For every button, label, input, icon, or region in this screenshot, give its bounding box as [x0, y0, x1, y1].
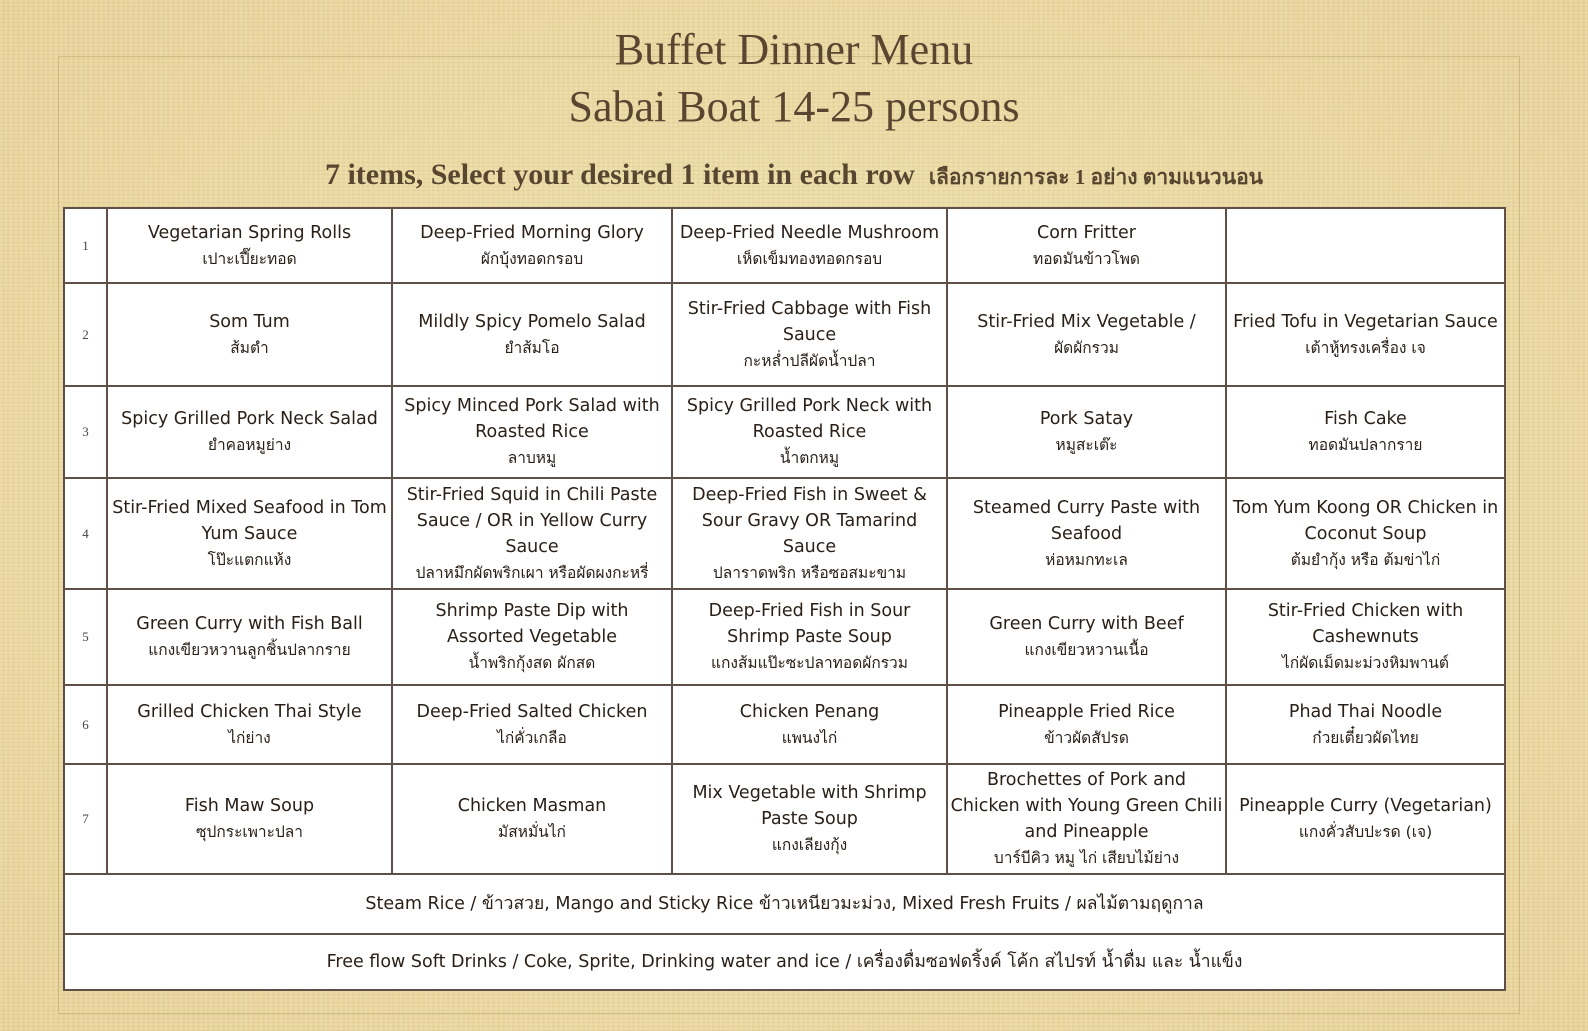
item-name-en: Som Tum [209, 311, 290, 332]
item-name-th: แกงเขียวหวานลูกชิ้นปลากราย [148, 641, 351, 659]
menu-item[interactable] [947, 478, 1226, 589]
item-name-en: Corn Fritter [1036, 222, 1136, 243]
item-name-th: มัสหมั่นไก่ [498, 823, 566, 841]
item-name-en: Steamed Curry Paste with Seafood [972, 497, 1201, 544]
item-name-th: ยำส้มโอ [504, 338, 560, 357]
instruction-line [0, 155, 1588, 197]
menu-table [63, 207, 1506, 991]
menu-row-2 [64, 283, 1505, 386]
menu-item[interactable] [672, 386, 947, 478]
menu-item-empty [1226, 208, 1505, 283]
footer-row-drinks [64, 934, 1505, 990]
row-number: 4 [64, 478, 107, 589]
item-name-en: Deep-Fried Morning Glory [420, 222, 644, 243]
item-name-en: Fish Maw Soup [184, 796, 315, 816]
menu-item[interactable] [107, 685, 392, 764]
menu-title: Buffet Dinner Menu [614, 25, 974, 74]
item-name-en: Deep-Fried Fish in Sour Shrimp Paste Soup [708, 601, 911, 647]
menu-item[interactable] [107, 478, 392, 589]
menu-item[interactable] [947, 386, 1226, 478]
menu-item[interactable] [392, 283, 672, 386]
item-name-th: แกงคั่วสับปะรด (เจ) [1298, 823, 1433, 841]
item-name-en: Green Curry with Beef [989, 614, 1184, 634]
instruction-th: เลือกรายการละ 1 อย่าง ตามแนวนอน [928, 165, 1264, 189]
menu-item[interactable] [392, 478, 672, 589]
item-name-en: Grilled Chicken Thai Style [137, 701, 362, 722]
menu-item[interactable] [107, 208, 392, 283]
menu-item[interactable] [107, 764, 392, 874]
item-name-en: Fish Cake [1324, 409, 1407, 429]
item-name-en: Vegetarian Spring Rolls [147, 222, 352, 243]
item-name-en: Fried Tofu in Vegetarian Sauce [1233, 311, 1498, 332]
menu-row-3 [64, 386, 1505, 478]
menu-item[interactable] [947, 764, 1226, 874]
item-name-en: Pineapple Curry (Vegetarian) [1239, 796, 1492, 816]
item-name-en: Pineapple Fried Rice [998, 701, 1175, 722]
item-name-en: Phad Thai Noodle [1288, 701, 1443, 722]
item-name-th: ก๋วยเตี๋ยวผัดไทย [1312, 728, 1419, 747]
item-name-th: ต้มยำกุ้ง หรือ ต้มข่าไก่ [1290, 550, 1441, 569]
item-name-th: ห่อหมกทะเล [1045, 550, 1128, 569]
item-name-en: Spicy Grilled Pork Neck Salad [121, 409, 378, 429]
item-name-th: ปลาราดพริก หรือซอสมะขาม [712, 563, 907, 582]
menu-item[interactable] [392, 386, 672, 478]
row-number: 7 [64, 764, 107, 874]
menu-item[interactable] [947, 283, 1226, 386]
item-name-en: Green Curry with Fish Ball [136, 614, 363, 634]
item-name-th: ผักบุ้งทอดกรอบ [480, 249, 584, 268]
menu-row-7 [64, 764, 1505, 874]
menu-item[interactable] [392, 589, 672, 685]
item-name-th: ไก่คั่วเกลือ [497, 728, 567, 747]
row-number: 2 [64, 283, 107, 386]
menu-item[interactable] [672, 283, 947, 386]
item-name-th: ไก่ย่าง [228, 728, 271, 747]
menu-item[interactable] [1226, 589, 1505, 685]
item-name-th: แกงส้มแป๊ะซะปลาทอดผักรวม [711, 654, 908, 672]
menu-item[interactable] [392, 764, 672, 874]
item-name-th: ซุปกระเพาะปลา [196, 823, 303, 841]
item-name-th: ทอดมันข้าวโพด [1032, 249, 1141, 268]
menu-item[interactable] [1226, 283, 1505, 386]
item-name-en: Spicy Grilled Pork Neck with Roasted Rice [686, 396, 933, 442]
menu-item[interactable] [107, 386, 392, 478]
item-name-th: เห็ดเข็มทองทอดกรอบ [736, 249, 883, 268]
row-number: 6 [64, 685, 107, 764]
item-name-en: Stir-Fried Cabbage with Fish Sauce [687, 298, 932, 345]
menu-item[interactable] [672, 208, 947, 283]
menu-item[interactable] [672, 478, 947, 589]
menu-item[interactable] [947, 589, 1226, 685]
item-name-th: ส้มตำ [230, 338, 269, 357]
boat-title: Sabai Boat 14-25 persons [568, 82, 1020, 131]
menu-item[interactable] [672, 589, 947, 685]
item-name-th: ทอดมันปลากราย [1308, 436, 1423, 454]
item-name-en: Stir-Fried Mix Vegetable / [977, 311, 1196, 332]
item-name-en: Deep-Fried Needle Mushroom [679, 222, 940, 243]
item-name-th: ไก่ผัดเม็ดมะม่วงหิมพานต์ [1282, 654, 1449, 672]
row-number: 5 [64, 589, 107, 685]
menu-row-1 [64, 208, 1505, 283]
item-name-en: Mildly Spicy Pomelo Salad [418, 311, 646, 332]
item-name-en: Chicken Masman [457, 796, 607, 816]
item-name-en: Mix Vegetable with Shrimp Paste Soup [692, 783, 927, 829]
item-name-th: หมูสะเต๊ะ [1055, 436, 1118, 454]
menu-item[interactable] [672, 764, 947, 874]
item-name-en: Deep-Fried Fish in Sweet & Sour Gravy OR Tamarind Sauce [692, 484, 927, 557]
item-name-en: Deep-Fried Salted Chicken [416, 701, 648, 722]
menu-item[interactable] [1226, 685, 1505, 764]
item-name-th: กะหล่ำปลีผัดน้ำปลา [743, 351, 876, 370]
footer-row-sides [64, 874, 1505, 934]
item-name-en: Spicy Minced Pork Salad with Roasted Rice [404, 396, 660, 442]
menu-item[interactable] [392, 208, 672, 283]
item-name-en: Pork Satay [1039, 409, 1134, 429]
row-number: 1 [64, 208, 107, 283]
item-name-th: น้ำพริกกุ้งสด ผักสด [468, 654, 596, 672]
item-name-th: โป๊ะแตกแห้ง [207, 550, 292, 569]
menu-item[interactable] [107, 589, 392, 685]
item-name-th: บาร์บีคิว หมู ไก่ เสียบไม้ย่าง [993, 849, 1180, 867]
menu-row-5 [64, 589, 1505, 685]
item-name-th: แกงเขียวหวานเนื้อ [1024, 641, 1149, 659]
item-name-en: Stir-Fried Mixed Seafood in Tom Yum Sauce [112, 497, 387, 544]
menu-row-6 [64, 685, 1505, 764]
footer-sides: Steam Rice / ข้าวสวย, Mango and Sticky Rice ข้าวเหนียวมะม่วง, Mixed Fresh Fruits / ผลไม้ตามฤดูกาล [64, 874, 1505, 934]
menu-item[interactable] [947, 208, 1226, 283]
item-name-en: Shrimp Paste Dip with Assorted Vegetable [435, 601, 629, 647]
menu-item[interactable] [107, 283, 392, 386]
item-name-th: ผัดผักรวม [1054, 338, 1119, 357]
item-name-en: Tom Yum Koong OR Chicken in Coconut Soup [1232, 497, 1499, 544]
footer-drinks: Free flow Soft Drinks / Coke, Sprite, Drinking water and ice / เครื่องดื่มซอฟดริ้งค์ โค้ก สไปรท์ น้ำดื่ม และ น้ำแข็ง [64, 934, 1505, 990]
menu-item[interactable] [1226, 764, 1505, 874]
item-name-th: แพนงไก่ [781, 728, 838, 747]
item-name-th: เปาะเปี๊ยะทอด [202, 249, 297, 268]
item-name-th: เต้าหู้ทรงเครื่อง เจ [1305, 338, 1426, 357]
item-name-th: ลาบหมู [507, 449, 557, 467]
menu-item[interactable] [1226, 478, 1505, 589]
item-name-th: น้ำตกหมู [779, 449, 840, 467]
item-name-en: Stir-Fried Squid in Chili Paste Sauce / OR in Yellow Curry Sauce [406, 484, 658, 557]
item-name-en: Stir-Fried Chicken with Cashewnuts [1267, 601, 1464, 647]
item-name-th: ปลาหมึกผัดพริกเผา หรือผัดผงกะหรี่ [415, 563, 649, 582]
menu-item[interactable] [1226, 386, 1505, 478]
item-name-en: Brochettes of Pork and Chicken with Young Green Chili and Pineapple [950, 770, 1223, 842]
menu-item[interactable] [947, 685, 1226, 764]
instruction-en: 7 items, Select your desired 1 item in each row [324, 158, 915, 191]
menu-item[interactable] [672, 685, 947, 764]
row-number: 3 [64, 386, 107, 478]
item-name-th: ข้าวผัดสัปรด [1044, 728, 1129, 747]
item-name-th: ยำคอหมูย่าง [207, 436, 292, 454]
menu-item[interactable] [392, 685, 672, 764]
item-name-en: Chicken Penang [739, 701, 880, 722]
item-name-th: แกงเลียงกุ้ง [771, 836, 848, 854]
menu-row-4 [64, 478, 1505, 589]
